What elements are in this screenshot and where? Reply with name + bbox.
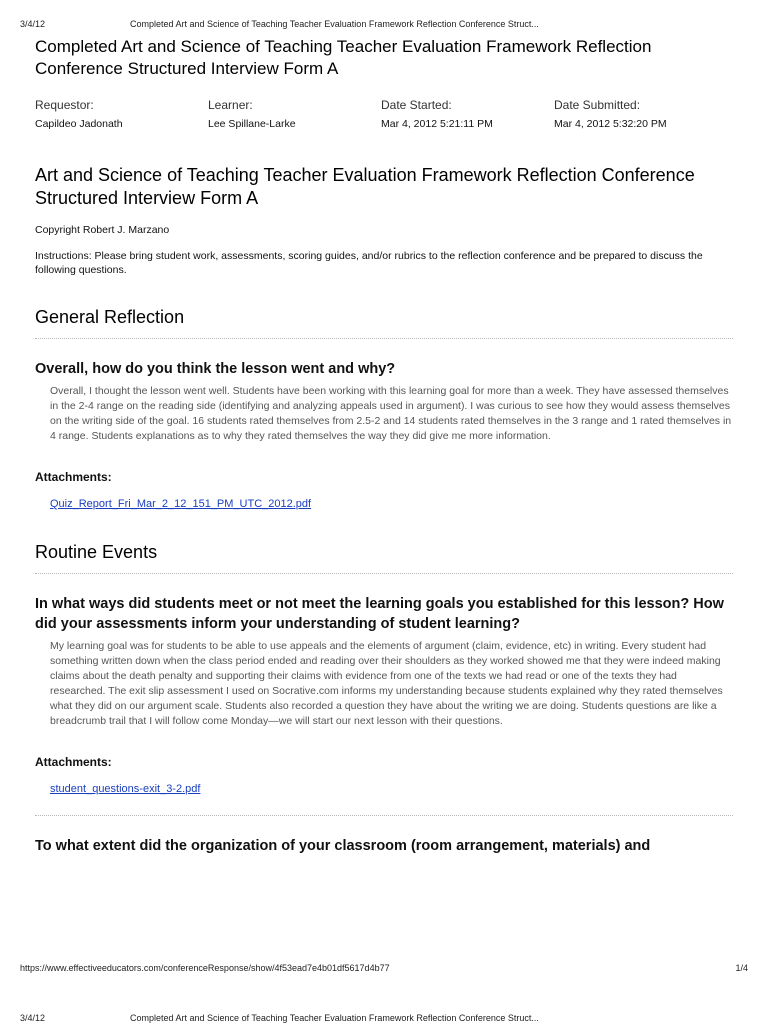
footer-page-number: 1/4 bbox=[735, 963, 748, 973]
meta-date-started bbox=[381, 98, 554, 130]
question-text: To what extent did the organization of your classroom (room arrangement, materials) and bbox=[35, 838, 651, 854]
section-divider bbox=[35, 815, 733, 816]
instructions-text: Instructions: Please bring student work, assessments, scoring guides, and/or rubrics to the reflection conference and be prepared to discuss the following questions. bbox=[35, 250, 703, 276]
meta-value: Lee Spillane-Larke bbox=[208, 118, 296, 130]
attachments-label: Attachments: bbox=[35, 755, 112, 769]
meta-label: Requestor: bbox=[35, 98, 94, 112]
section-heading-general-reflection: General Reflection bbox=[35, 307, 733, 339]
print-header-date: 3/4/12 bbox=[20, 1013, 46, 1023]
question-text: Overall, how do you think the lesson went and why? bbox=[35, 361, 396, 377]
meta-label: Learner: bbox=[208, 98, 253, 112]
meta-learner bbox=[208, 98, 381, 130]
meta-label: Date Submitted: bbox=[554, 98, 641, 112]
meta-label: Date Started: bbox=[381, 98, 452, 112]
meta-value: Mar 4, 2012 5:32:20 PM bbox=[554, 118, 667, 130]
question-text: In what ways did students meet or not meet the learning goals you established for this lesson? How did your assessments inform your understanding of student learning? bbox=[35, 596, 724, 632]
attachments-label: Attachments: bbox=[35, 470, 112, 484]
answer-text: My learning goal was for students to be able to use appeals and the elements of argument (claim, evidence, etc) in writing. Every student had something written down when the class period ended and reading over their shoulders as they worked showed me that they were indeed making claims about the death penalty and supporting their claims with evidence from one of the texts we had read or one of the texts they had researched. The exit slip assessment I used on Socrative.com informs my understanding because students explained why they rated themselves what they did on our argument scale. Students also recorded a question they have about the writing we are doing. Students questions are like a breadcrumb trail that I will follow come Monday—we will start our next lesson with their questions. bbox=[50, 640, 723, 727]
attachment-link[interactable]: Quiz_Report_Fri_Mar_2_12_151_PM_UTC_2012.pdf bbox=[50, 498, 312, 510]
print-header-date: 3/4/12 bbox=[20, 19, 46, 29]
meta-requestor bbox=[35, 98, 208, 130]
meta-row bbox=[35, 98, 733, 130]
footer-url: https://www.effectiveeducators.com/conferenceResponse/show/4f53ead7e4b01df5617d4b77 bbox=[20, 963, 390, 973]
meta-value: Mar 4, 2012 5:21:11 PM bbox=[381, 118, 493, 130]
form-title: Art and Science of Teaching Teacher Evaluation Framework Reflection Conference Structured Interview Form A bbox=[35, 165, 695, 208]
print-header-title: Completed Art and Science of Teaching Teacher Evaluation Framework Reflection Conference Struct... bbox=[130, 19, 539, 29]
section-heading-routine-events: Routine Events bbox=[35, 542, 733, 574]
print-header-title: Completed Art and Science of Teaching Teacher Evaluation Framework Reflection Conference Struct... bbox=[130, 1013, 539, 1023]
meta-value: Capildeo Jadonath bbox=[35, 118, 123, 130]
meta-date-submitted bbox=[554, 98, 727, 130]
document-title: Completed Art and Science of Teaching Teacher Evaluation Framework Reflection Conference Structured Interview Form A bbox=[35, 37, 652, 78]
attachment-link[interactable]: student_questions-exit_3-2.pdf bbox=[50, 783, 201, 795]
document-body bbox=[35, 36, 733, 856]
copyright-text: Copyright Robert J. Marzano bbox=[35, 224, 170, 236]
answer-text: Overall, I thought the lesson went well. Students have been working with this learning goal for more than a week. They have assessed themselves in the 2-4 range on the reading side (identifying and analyzing appeals used in argument). I was curious to see how they would assess themselves on the writing side of the goal. 16 students rated themselves from 2.5-2 and 14 students rated themselves in the 3 range and 1 rated themselves in 4 range. Students explanations as to why they rated themselves the way they did give me more information. bbox=[50, 385, 732, 442]
